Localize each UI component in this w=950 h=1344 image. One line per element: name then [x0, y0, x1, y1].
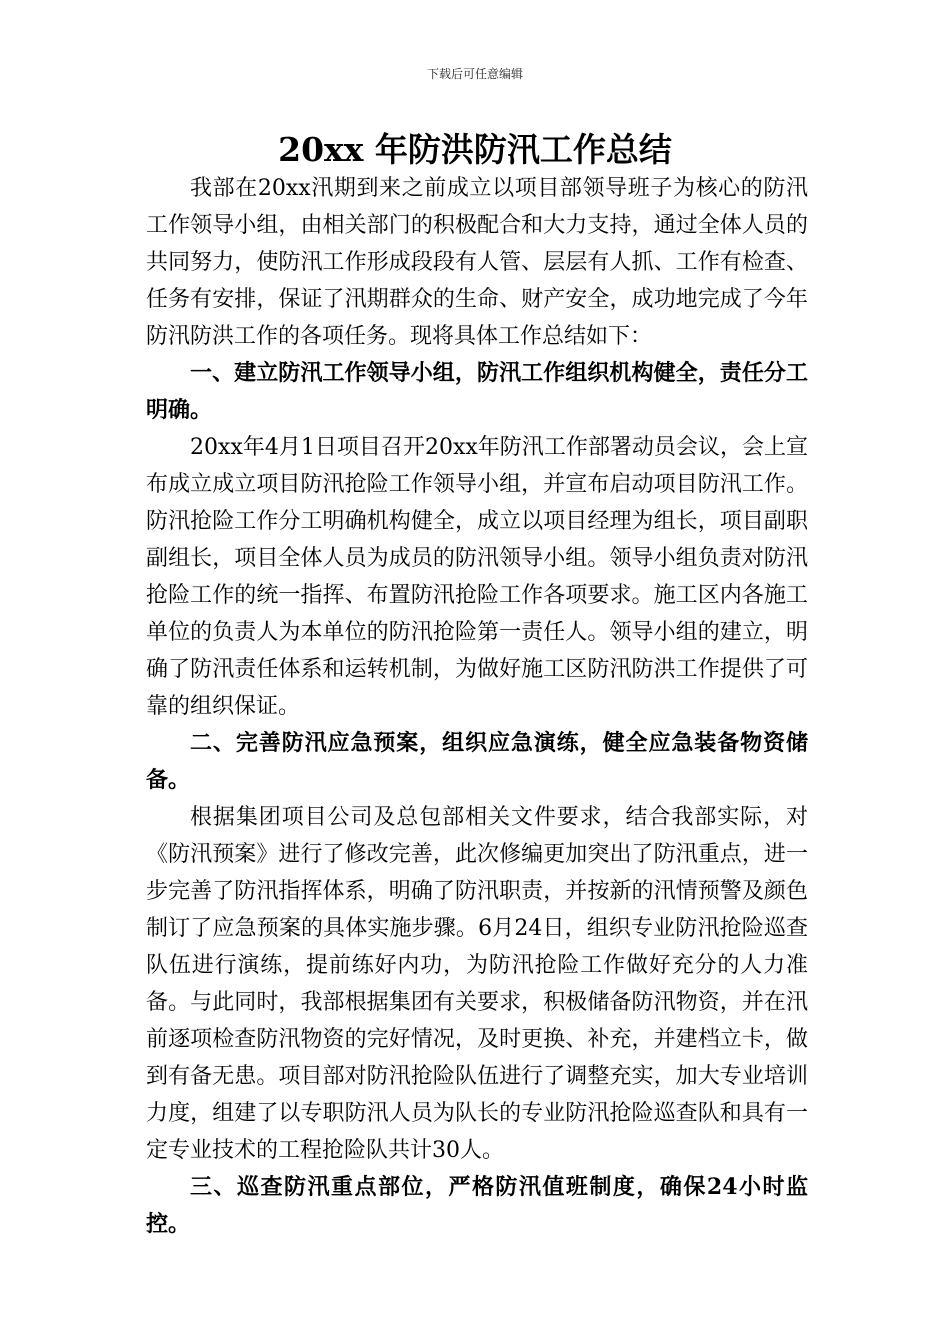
page-header-note: 下载后可任意编辑 — [426, 67, 523, 81]
section-heading-2: 二、完善防汛应急预案，组织应急演练，健全应急装备物资储备。 — [146, 730, 808, 793]
section-heading-1: 一、建立防汛工作领导小组，防汛工作组织机构健全，责任分工明确。 — [146, 360, 808, 423]
paragraph-section-2: 根据集团项目公司及总包部相关文件要求，结合我部实际，对《防汛预案》进行了修改完善，此次修编更加突出了防汛重点，进一步完善了防汛指挥体系，明确了防汛职责，并按新的汛情预警及颜色制订了应急预案的具体实施步骤。6月24日，组织专业防汛抢险巡查队伍进行演练，提前练好内功，为防汛抢险工作做好充分的人力准备。与此同时，我部根据集团有关要求，积极储备防汛物资，并在汛前逐项检查防汛物资的完好情况，及时更换、补充，并建档立卡，做到有备无患。项目部对防汛抢险队伍进行了调整充实，加大专业培训力度，组建了以专职防汛人员为队长的专业防汛抢险巡查队和具有一定专业技术的工程抢险队共计30人。 — [146, 805, 808, 1163]
document-body — [146, 170, 808, 1243]
paragraph-section-1: 20xx年4月1日项目召开20xx年防汛工作部署动员会议，会上宣布成立成立项目防汛抢险工作领导小组，并宣布启动项目防汛工作。防汛抢险工作分工明确机构健全，成立以项目经理为组长，项目副职副组长，项目全体人员为成员的防汛领导小组。领导小组负责对防汛抢险工作的统一指挥、布置防汛抢险工作各项要求。施工区内各施工单位的负责人为本单位的防汛抢险第一责任人。领导小组的建立，明确了防汛责任体系和运转机制，为做好施工区防汛防洪工作提供了可靠的组织保证。 — [146, 435, 808, 719]
paragraph-intro: 我部在20xx汛期到来之前成立以项目部领导班子为核心的防汛工作领导小组，由相关部门的积极配合和大力支持，通过全体人员的共同努力，使防汛工作形成段段有人管、层层有人抓、工作有检查、任务有安排，保证了汛期群众的生命、财产安全，成功地完成了今年防汛防洪工作的各项任务。现将具体工作总结如下： — [146, 176, 808, 349]
section-heading-3: 三、巡查防汛重点部位，严格防汛值班制度，确保24小时监控。 — [146, 1174, 808, 1237]
document-title: 20xx 年防洪防汛工作总结 — [278, 130, 672, 169]
